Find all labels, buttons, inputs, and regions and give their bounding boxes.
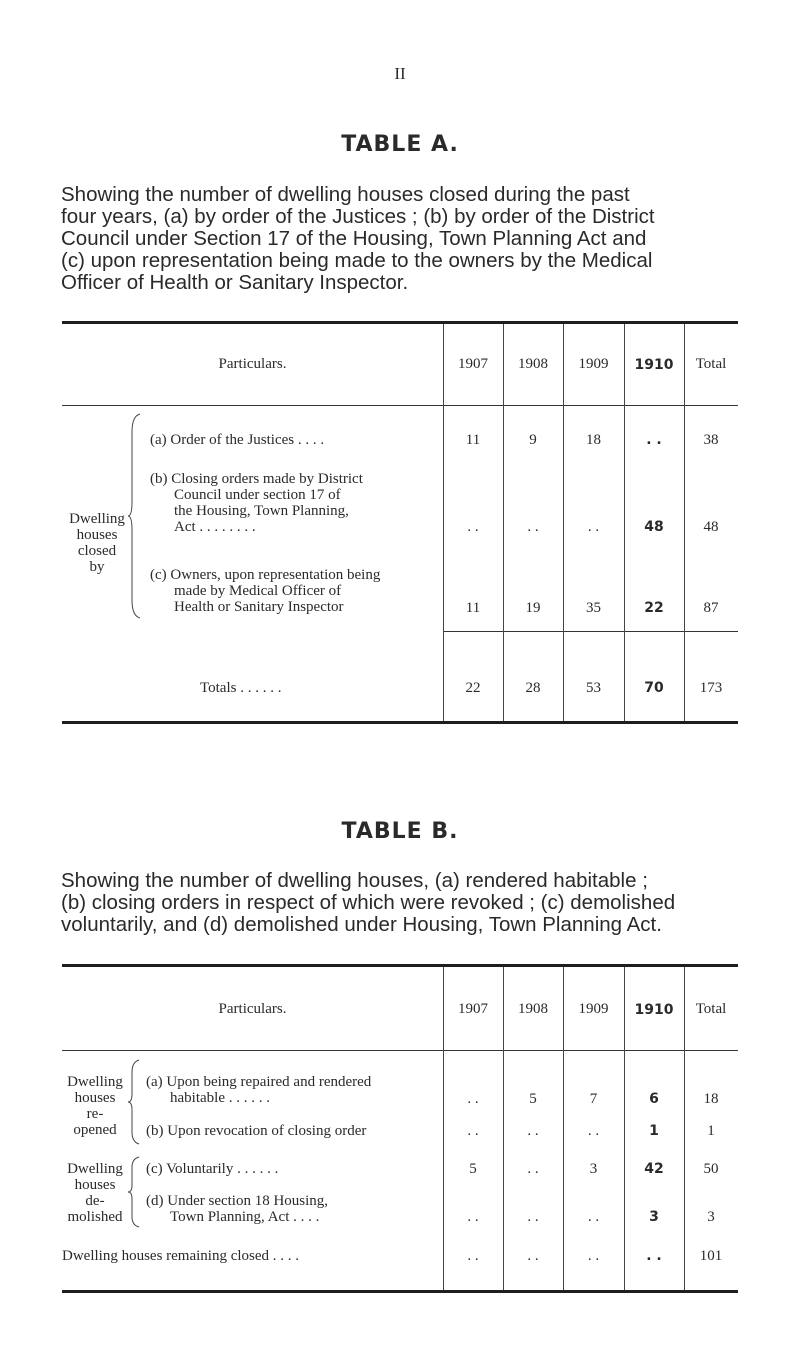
header-1909: 1909 [578, 1001, 609, 1017]
row-label: (b) Closing orders made by District Council under section 17 of the Housing, Town Planning, Act . . . . . . . . [150, 471, 363, 535]
header-1908: 1908 [518, 1001, 548, 1017]
intro-line: voluntarily, and (d) demolished under Housing, Town Planning Act. [61, 913, 662, 936]
row-label: (a) Upon being repaired and rendered habitable . . . . . . [146, 1074, 372, 1106]
header-total: Total [695, 356, 727, 372]
table-bottom-rule [62, 1290, 738, 1293]
cell-1908: . . [527, 1123, 539, 1139]
cell-1907: . . [467, 1091, 479, 1107]
table-b-title: TABLE B. [341, 819, 459, 844]
cell-1910: 48 [644, 519, 664, 535]
group-label: Dwelling houses closed by [69, 511, 125, 575]
row-label: (a) Order of the Justices . . . . [150, 432, 325, 448]
group-label: Dwelling houses de- molished [67, 1161, 123, 1225]
cell-1907: . . [467, 1209, 479, 1225]
cell-1907: 11 [465, 600, 481, 616]
header-1910: 1910 [634, 1002, 674, 1018]
intro-line: (b) closing orders in respect of which were revoked ; (c) demolished [61, 891, 676, 914]
header-1907: 1907 [458, 356, 488, 372]
cell-total: 48 [703, 519, 719, 535]
intro-line: (c) upon representation being made to the owners by the Medical [61, 249, 653, 272]
intro-line: Officer of Health or Sanitary Inspector. [61, 271, 409, 294]
cell-1907: 11 [465, 432, 481, 448]
cell-1908: . . [527, 1161, 539, 1177]
cell-1907: . . [467, 1123, 479, 1139]
total-1910: 70 [644, 680, 664, 696]
cell-1909: . . [587, 1123, 600, 1139]
cell-1908: 5 [529, 1091, 537, 1107]
cell-1908: . . [527, 519, 539, 535]
page-number: II [394, 64, 406, 83]
cell-1909: . . [587, 1248, 600, 1264]
intro-line: four years, (a) by order of the Justices ; (b) by order of the District [61, 205, 655, 228]
brace-icon [128, 1058, 142, 1146]
cell-1910: 3 [649, 1209, 659, 1225]
total-1907: 22 [465, 680, 481, 696]
cell-1907: . . [467, 519, 479, 535]
cell-1910: 1 [649, 1123, 659, 1139]
cell-1907: . . [467, 1248, 479, 1264]
cell-total: 50 [703, 1161, 719, 1177]
row-label: (c) Owners, upon representation being made by Medical Officer of Health or Sanitary Inspector [150, 567, 381, 615]
totals-label: Totals . . . . . . [200, 680, 282, 696]
intro-line: Showing the number of dwelling houses closed during the past [61, 183, 630, 206]
cell-1910: 42 [644, 1161, 664, 1177]
row-label: Dwelling houses remaining closed . . . . [62, 1248, 300, 1264]
row-label: (d) Under section 18 Housing, Town Planning, Act . . . . [146, 1193, 329, 1225]
cell-1910: . . [646, 1248, 662, 1264]
cell-1910: 22 [644, 600, 664, 616]
header-particulars: Particulars. [218, 1001, 287, 1017]
brace-icon [128, 1155, 142, 1229]
cell-1909: 35 [586, 600, 601, 616]
header-1910: 1910 [634, 357, 674, 373]
cell-1910: . . [646, 432, 662, 448]
row-label: (c) Voluntarily . . . . . . [146, 1161, 279, 1177]
cell-1910: 6 [649, 1091, 659, 1107]
cell-1907: 5 [469, 1161, 477, 1177]
cell-total: 87 [703, 600, 719, 616]
row-label: (b) Upon revocation of closing order [146, 1123, 367, 1139]
header-total: Total [695, 1001, 727, 1017]
intro-line: Showing the number of dwelling houses, (a) rendered habitable ; [61, 869, 648, 892]
cell-1909: 18 [586, 432, 601, 448]
total-total: 173 [699, 680, 723, 696]
cell-total: 3 [707, 1209, 715, 1225]
cell-1909: . . [587, 519, 600, 535]
header-1908: 1908 [518, 356, 548, 372]
header-1907: 1907 [458, 1001, 488, 1017]
cell-total: 18 [703, 1091, 719, 1107]
cell-total: 1 [707, 1123, 715, 1139]
cell-total: 101 [699, 1248, 723, 1264]
total-1908: 28 [525, 680, 541, 696]
intro-line: Council under Section 17 of the Housing, Town Planning Act and [61, 227, 647, 250]
cell-1909: . . [587, 1209, 600, 1225]
header-bottom-rule [62, 1050, 738, 1051]
header-1909: 1909 [578, 356, 609, 372]
cell-1908: . . [527, 1248, 539, 1264]
total-1909: 53 [586, 680, 601, 696]
cell-1909: 7 [589, 1091, 598, 1107]
table-a-title: TABLE A. [341, 132, 459, 157]
cell-total: 38 [703, 432, 719, 448]
group-label: Dwelling houses re- opened [67, 1074, 123, 1138]
cell-1908: 19 [525, 600, 541, 616]
cell-1908: 9 [529, 432, 537, 448]
cell-1909: 3 [589, 1161, 598, 1177]
header-particulars: Particulars. [218, 356, 287, 372]
table-top-rule [62, 964, 738, 967]
cell-1908: . . [527, 1209, 539, 1225]
